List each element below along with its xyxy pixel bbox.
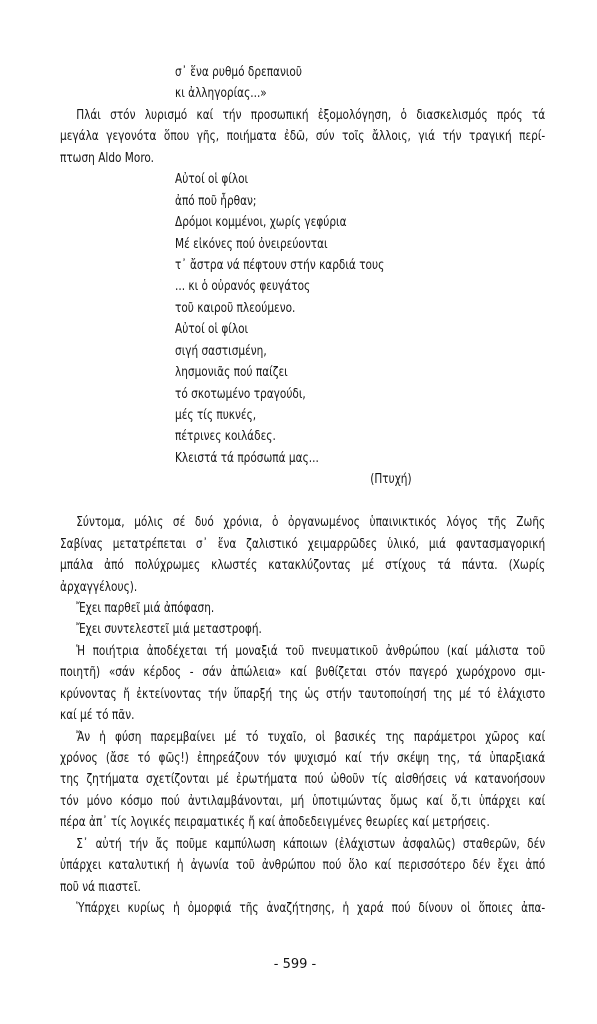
poem-line: σιγή σαστισμένη,	[175, 343, 267, 359]
paragraph-line: πτωση Aldo Moro.	[60, 150, 155, 166]
verse-excerpt	[60, 62, 545, 105]
paragraph-line: μπάλα ἀπό πολύχρωμες κλωστές κατακλύζοντας μέ στίχους τά πάντα. (Χωρίς	[60, 558, 546, 574]
paragraph-line: Ἔχει παρθεῖ μιά ἀπόφαση.	[76, 600, 215, 616]
poem-line: Αὐτοί οἱ φίλοι	[175, 172, 249, 188]
page-text-block	[60, 62, 545, 920]
paragraph-line: ποῦ νά πιαστεῖ.	[60, 879, 141, 895]
paragraph-line: της ζητήματα σχετίζονται μέ ἐρωτήματα πού ὠθοῦν τίς αἰσθήσεις νά κατανοήσουν	[60, 772, 546, 788]
verse-line: κι ἀλληγορίας...»	[175, 86, 267, 102]
poem-line: λησμονιᾶς πού παίζει	[175, 365, 288, 381]
paragraph	[60, 834, 545, 898]
paragraph-line: πέρα ἀπ᾽ τίς λογικές πειραματικές ἤ καί ἀποδεδειγμένες θεωρίες καί μετρήσεις.	[60, 815, 490, 831]
verse-line: σ᾽ ἕνα ρυθμό δρεπανιοῦ	[175, 65, 302, 80]
paragraph-line: Ὑπάρχει κυρίως ἡ ὀμορφιά τῆς ἀναζήτησης, ἡ χαρά πού δίνουν οἱ ὅποιες ἀπα-	[76, 901, 546, 917]
paragraph-line: Ἄν ἡ φύση παρεμβαίνει μέ τό τυχαῖο, οἱ βασικές της παράμετροι χῶρος καί	[76, 729, 546, 745]
paragraph	[60, 598, 545, 619]
paragraph-line: χρόνος (ἄσε τό φῶς!) ἐπηρεάζουν τόν ψυχισμό καί τήν σκέψη της, τά ὑπαρξιακά	[60, 751, 546, 766]
poem-line: Αὐτοί οἱ φίλοι	[175, 322, 249, 338]
paragraph-line: Σαβίνας μετατρέπεται σ᾽ ἕνα ζαλιστικό χειμαρρῶδες ὑλικό, μιά φαντασμαγορική	[60, 536, 546, 552]
paragraph	[60, 641, 545, 727]
paragraph-line: καί μέ τό πᾶν.	[60, 708, 135, 724]
paragraph-line: τόν μόνο κόσμο πού ἀντιλαμβάνονται, μή ὑποτιμώντας ὅμως καί ὅ,τι ὑπάρχει καί	[60, 793, 546, 809]
paragraph-line: Σ᾽ αὐτή τήν ἄς ποῦμε καμπύλωση κάποιων (ἐλάχιστων ἀσφαλῶς) σταθερῶν, δέν	[76, 836, 546, 852]
paragraph-line: ὑπάρχει καταλυτική ἡ ἀγωνία τοῦ ἀνθρώπου πού ὅλο καί περισσότερο δέν ἔχει ἀπό	[60, 858, 546, 874]
poem-line: Δρόμοι κομμένοι, χωρίς γεφύρια	[175, 215, 347, 231]
poem-line: ἀπό ποῦ ἦρθαν;	[175, 193, 257, 209]
paragraph	[60, 898, 545, 919]
page-number: - 599 -	[273, 957, 317, 972]
paragraph-line: μεγάλα γεγονότα ὅπου γῆς, ποιήματα ἐδῶ, σύν τοῖς ἄλλοις, γιά τήν τραγική περί-	[60, 129, 546, 145]
poem-line: ... κι ὁ οὐρανός φευγάτος	[175, 279, 311, 295]
paragraph-line: Σύντομα, μόλις σέ δυό χρόνια, ὁ ὀργανωμένος ὑπαινικτικός λόγος τῆς Ζωῆς	[76, 515, 546, 531]
paragraph-line: ἀρχαγγέλους).	[60, 579, 138, 595]
poem-line: μές τίς πυκνές,	[175, 408, 257, 423]
poem	[60, 169, 545, 491]
poem-line: τοῦ καιροῦ πλεούμενο.	[175, 300, 296, 316]
paragraph-line: Πλάι στόν λυρισμό καί τήν προσωπική ἐξομολόγηση, ὁ διασκελισμός πρός τά	[76, 107, 546, 123]
paragraph	[60, 619, 545, 640]
poem-line: Μέ εἰκόνες πού ὀνειρεύονται	[175, 236, 328, 252]
paragraph	[60, 727, 545, 834]
poem-line: πέτρινες κοιλάδες.	[175, 429, 276, 445]
poem-source: (Πτυχή)	[370, 472, 412, 488]
poem-line: Κλειστά τά πρόσωπά μας...	[175, 450, 319, 466]
intro-paragraph	[60, 105, 545, 169]
paragraph-line: κρύνοντας ἤ ἐκτείνοντας τήν ὕπαρξή της ὡς στήν ταυτοποίησή της μέ τό ἐλάχιστο	[60, 686, 546, 702]
poem-line: τ᾽ ἄστρα νά πέφτουν στήν καρδιά τους	[175, 257, 385, 273]
blank-line	[60, 491, 545, 512]
poem-line: τό σκοτωμένο τραγούδι,	[175, 386, 306, 402]
paragraph-line: ποιητῆ) «σάν κέρδος - σάν ἀπώλεια» καί βυθίζεται στόν παγερό χωρόχρονο σμι-	[60, 665, 546, 681]
paragraph-line: Ἡ ποιήτρια ἀποδέχεται τή μοναξιά τοῦ πνευματικοῦ ἀνθρώπου (καί μάλιστα τοῦ	[76, 643, 546, 659]
paragraph-line: Ἔχει συντελεστεῖ μιά μεταστροφή.	[76, 622, 262, 638]
paragraph	[60, 512, 545, 598]
